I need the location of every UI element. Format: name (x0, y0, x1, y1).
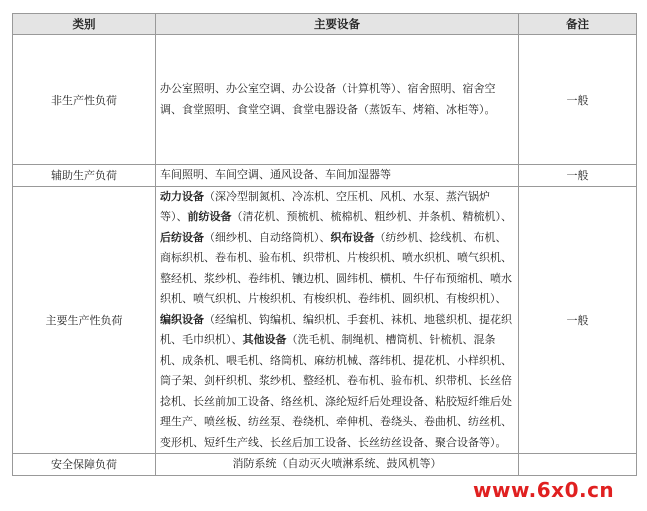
equipment-group-title: 后纺设备 (160, 230, 204, 244)
equipment-group-title: 织布设备 (330, 230, 375, 244)
header-equipment: 主要设备 (156, 14, 519, 35)
header-category: 类别 (13, 14, 156, 35)
note-cell: 一般 (519, 186, 637, 454)
table-row (13, 186, 637, 454)
note-cell: 一般 (519, 165, 637, 187)
site-watermark: www.6x0.cn (473, 478, 615, 502)
note-cell (519, 454, 637, 476)
equipment-cell: 消防系统（自动灭火喷淋系统、鼓风机等） (156, 454, 519, 476)
equipment-cell: 办公室照明、办公室空调、办公设备（计算机等）、宿舍照明、宿舍空调、食堂照明、食堂空调、食堂电器设备（蒸饭车、烤箱、冰柜等）。 (156, 35, 519, 165)
equipment-group-list: （洗毛机、制绳机、槽筒机、针梳机、混条机、成条机、喂毛机、络筒机、麻纺机械、落纬机、提花机、小样织机、筒子架、剑杆织机、浆纱机、整经机、卷布机、验布机、织带机、长丝倍捻机、长丝前加工设备、络丝机、涤纶短纤后处理设备、粘胶短纤维后处理生产、喷丝板、纺丝泵、卷绕机、牵伸机、卷绕头、卷曲机、纺丝机、变形机、短纤生产线、长丝后加工设备、长丝纺丝设备、聚合设备等）。 (160, 333, 512, 449)
load-category-table (12, 13, 637, 476)
equipment-group-list: （清花机、预梳机、梳棉机、粗纱机、并条机、精梳机）、 (231, 210, 512, 223)
category-cell: 辅助生产负荷 (13, 165, 156, 187)
category-cell: 安全保障负荷 (13, 454, 156, 476)
equipment-group-list: （细纱机、自动络筒机）、 (204, 230, 331, 244)
table-header-row (13, 14, 637, 35)
equipment-group-list: （经编机、钩编机、编织机、手套机、袜机、地毯织机、提花织机、毛巾织机）、 (160, 312, 512, 346)
equipment-group-list: （纺纱机、捻线机、布机、商标织机、卷布机、验布机、织带机、片梭织机、喷水织机、喷气织机、整经机、浆纱机、卷纬机、镶边机、圆纬机、横机、牛仔布预缩机、喷水织机、喷气织机、片梭织机、有梭织机、卷纬机、圆织机、有梭织机）、 (160, 230, 512, 305)
equipment-cell (156, 186, 519, 454)
note-cell: 一般 (519, 35, 637, 165)
equipment-group-title: 前纺设备 (187, 210, 232, 223)
category-cell: 非生产性负荷 (13, 35, 156, 165)
table-row (13, 35, 637, 165)
table-row (13, 165, 637, 187)
equipment-cell: 车间照明、车间空调、通风设备、车间加湿器等 (156, 165, 519, 187)
table-row (13, 454, 637, 476)
equipment-group-title: 编织设备 (160, 312, 204, 326)
equipment-group-title: 其他设备 (242, 333, 287, 346)
equipment-group-title: 动力设备 (160, 189, 204, 203)
category-cell: 主要生产性负荷 (13, 186, 156, 454)
equipment-group-list: （深冷型制氮机、冷冻机、空压机、风机、水泵、蒸汽锅炉等）、 (160, 189, 490, 223)
header-note: 备注 (519, 14, 637, 35)
